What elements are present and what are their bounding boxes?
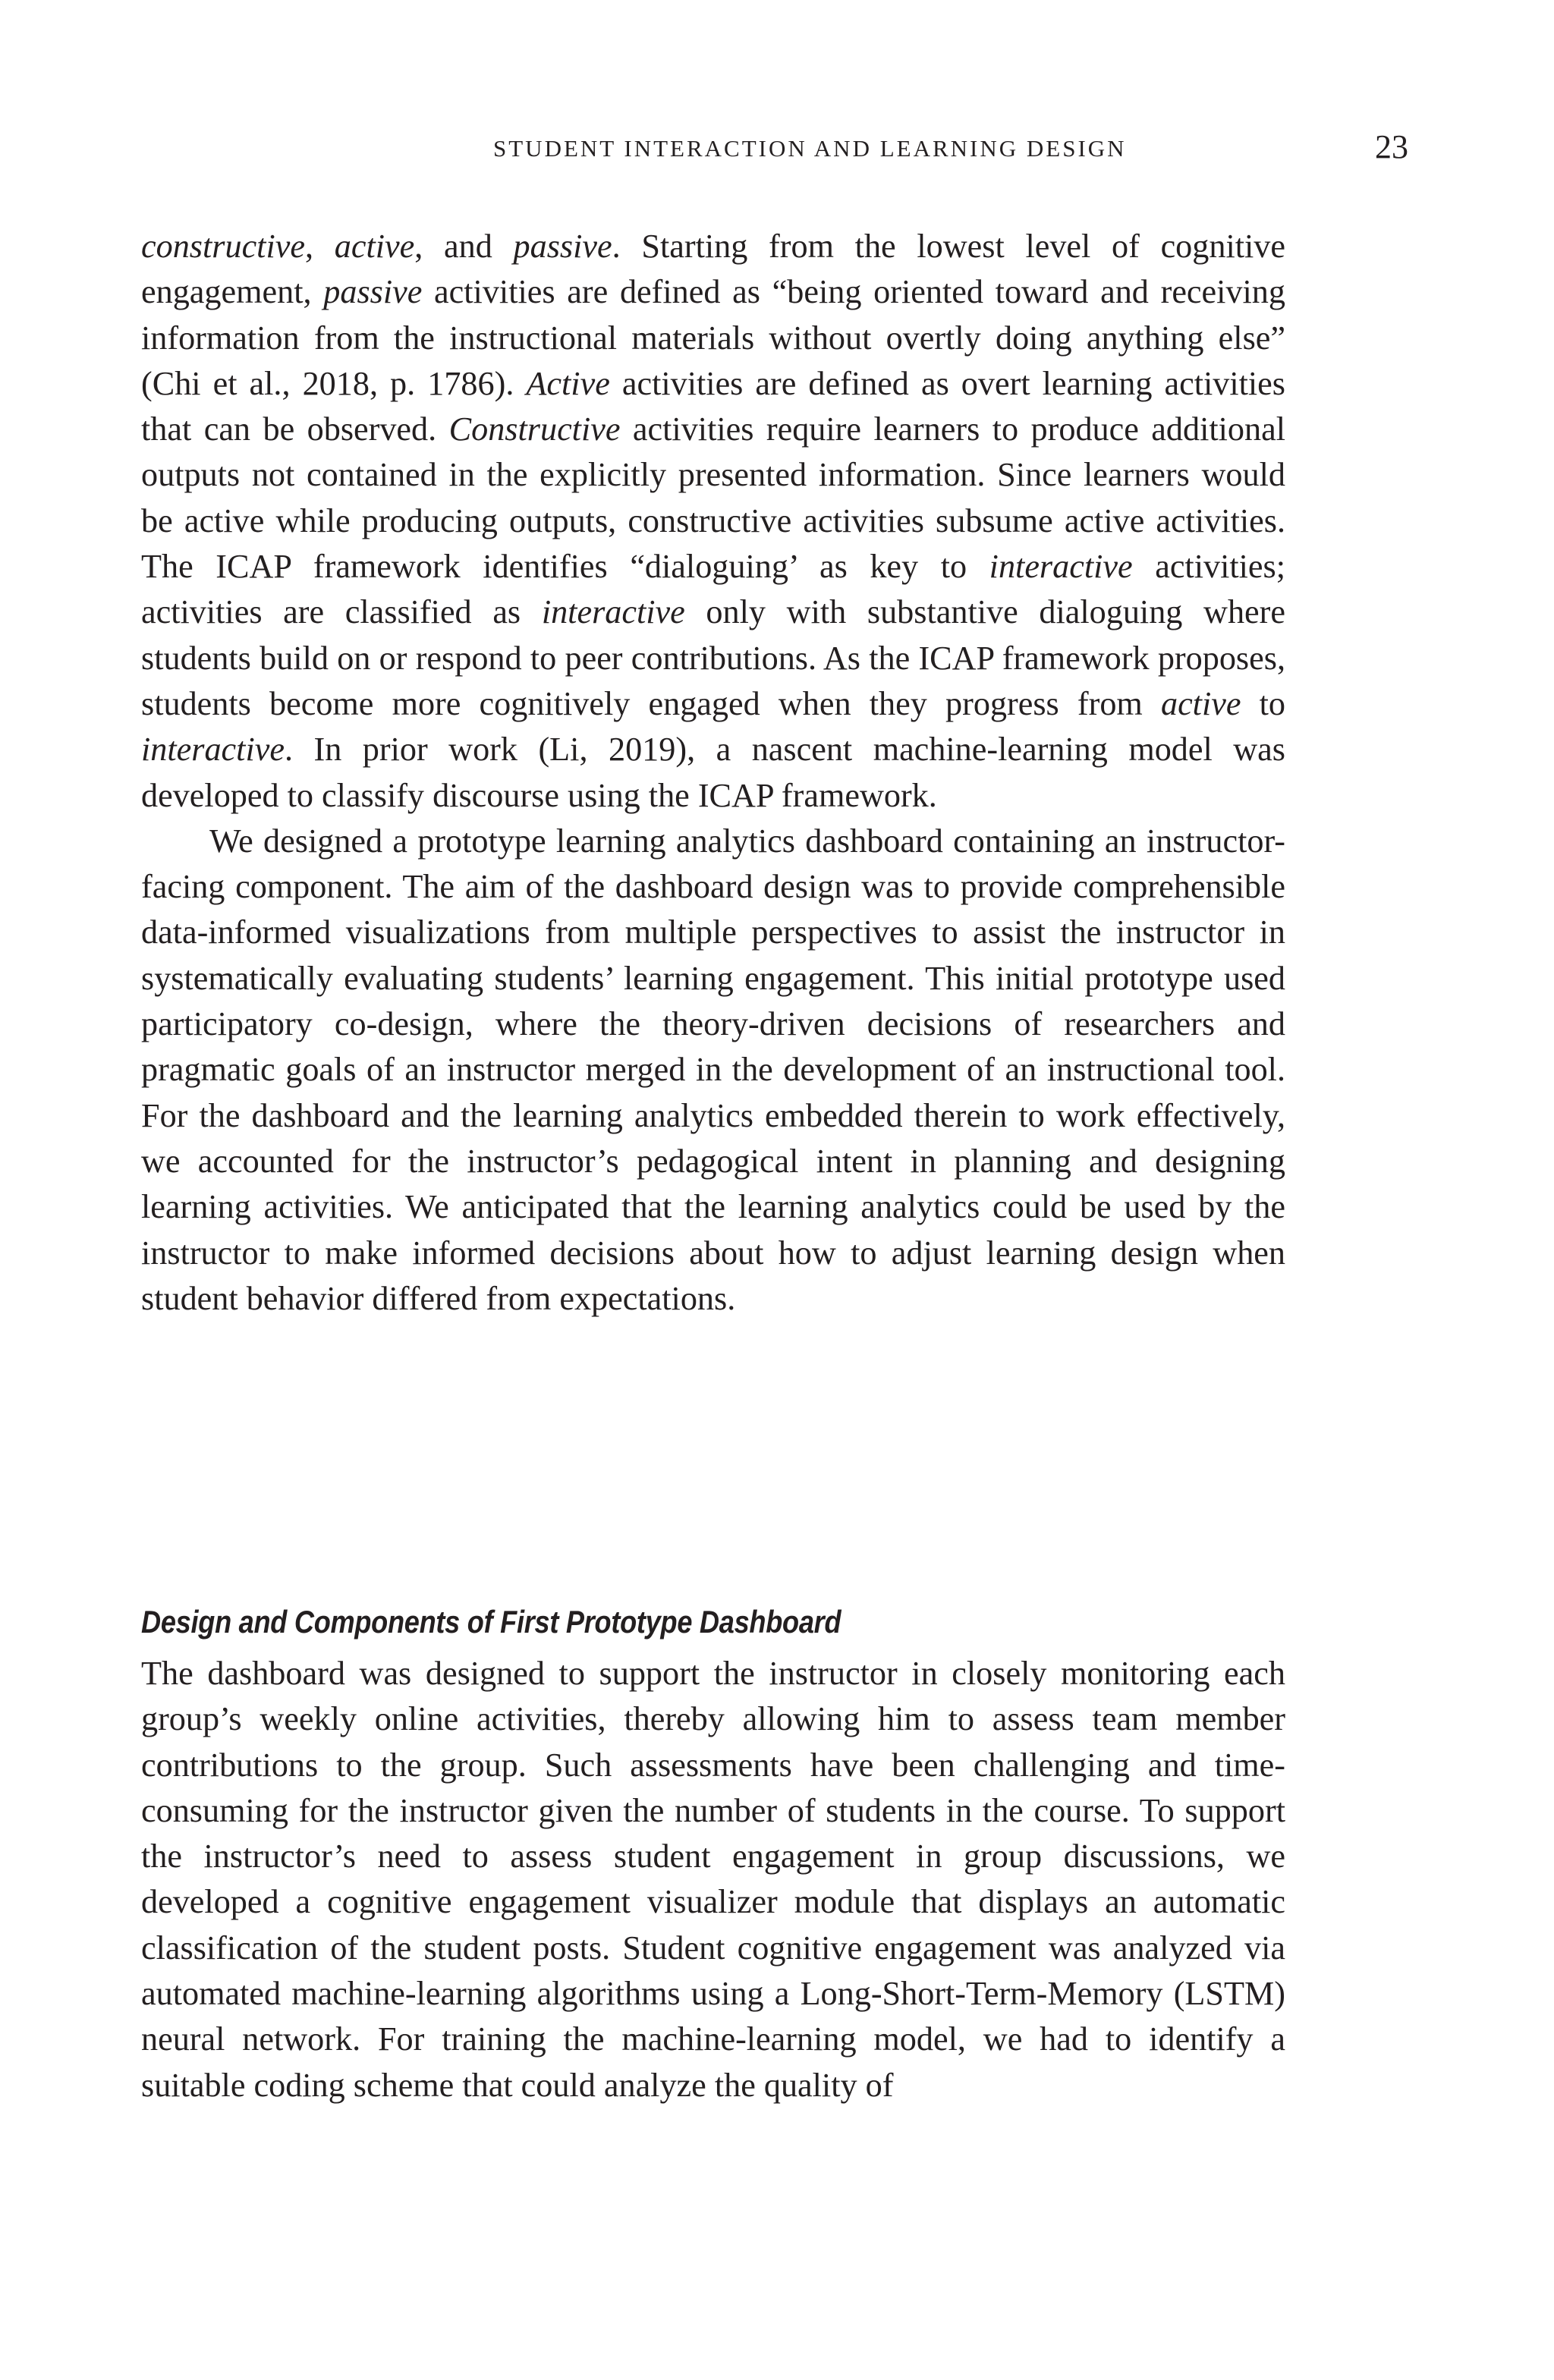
body-text-bottom <box>141 1651 1285 2108</box>
text-run: . In prior work (Li, 2019), a nascent machine-learning model was developed to classify discourse using the ICAP framework. <box>141 731 1285 814</box>
section-heading: Design and Components of First Prototype Dashboard <box>141 1603 841 1640</box>
running-head-title: STUDENT INTERACTION AND LEARNING DESIGN <box>493 135 1127 162</box>
text-run: , and <box>414 228 514 265</box>
text-run: , <box>304 228 335 265</box>
page-number: 23 <box>1375 128 1408 165</box>
text-run: . Starting from the lowest level of cognitive engagement, <box>141 228 1286 311</box>
text-run: only with substantive dialoguing where students build on or respond to peer contributions. As the ICAP framework proposes, students become more cognitively engaged when they progress from <box>141 593 1285 722</box>
text-run: activities require learners to produce additional outputs not contained in the explicitly presented information. Since learners would be active while producing outputs, constructive activities subsume active activities. The ICAP framework identifies “dialoguing’ as key to <box>141 410 1286 586</box>
italic-term: Constructive <box>448 410 621 448</box>
paragraph-dashboard-design: We designed a prototype learning analytics dashboard containing an instructor-facing component. The aim of the dashboard design was to provide comprehensible data-informed visualizations from multiple perspectives to assist the instructor in systematically evaluating students’ learning engagement. This initial prototype used participatory co-design, where the theory-driven decisions of researchers and pragmatic goals of an instructor merged in the development of an instructional tool. For the dashboard and the learning analytics embedded therein to work effectively, we accounted for the instructor’s pedagogical intent in planning and designing learning activities. We anticipated that the learning analytics could be used by the instructor to make informed decisions about how to adjust learning design when student behavior differed from expectations. <box>141 822 1285 1317</box>
paragraph-icap-definitions <box>141 224 1285 819</box>
italic-term: constructive <box>141 228 305 265</box>
italic-term: interactive <box>989 548 1133 586</box>
italic-term: passive <box>513 228 612 265</box>
paragraph-dashboard-components: The dashboard was designed to support the instructor in closely monitoring each group’s weekly online activities, thereby allowing him to assess team member contributions to the group. Such assessments have been challenging and time-consuming for the instructor given the number of students in the course. To support the instructor’s need to assess student engagement in group discussions, we developed a cognitive engagement visualizer module that displays an automatic classification of the student posts. Student cognitive engagement was analyzed via automated machine-learning algorithms using a Long-Short-Term-Memory (LSTM) neural network. For training the machine-learning model, we had to identify a suitable coding scheme that could analyze the quality of <box>141 1655 1285 2104</box>
italic-term: interactive <box>141 731 285 769</box>
italic-term: interactive <box>541 593 685 631</box>
body-text-top <box>141 224 1285 1322</box>
text-run: activities are defined as “being oriented toward and receiving information from the instructional materials without overtly doing anything else” (Chi et al., 2018, p. 1786). <box>141 273 1285 402</box>
italic-term: Active <box>526 364 610 402</box>
italic-term: passive <box>323 273 423 311</box>
text-run: to <box>1241 684 1286 722</box>
text-run: activities; activities are classified as <box>141 548 1285 631</box>
text-run: activities are defined as overt learning activities that can be observed. <box>141 364 1285 448</box>
italic-term: active <box>1160 684 1241 722</box>
italic-term: active <box>334 228 415 265</box>
